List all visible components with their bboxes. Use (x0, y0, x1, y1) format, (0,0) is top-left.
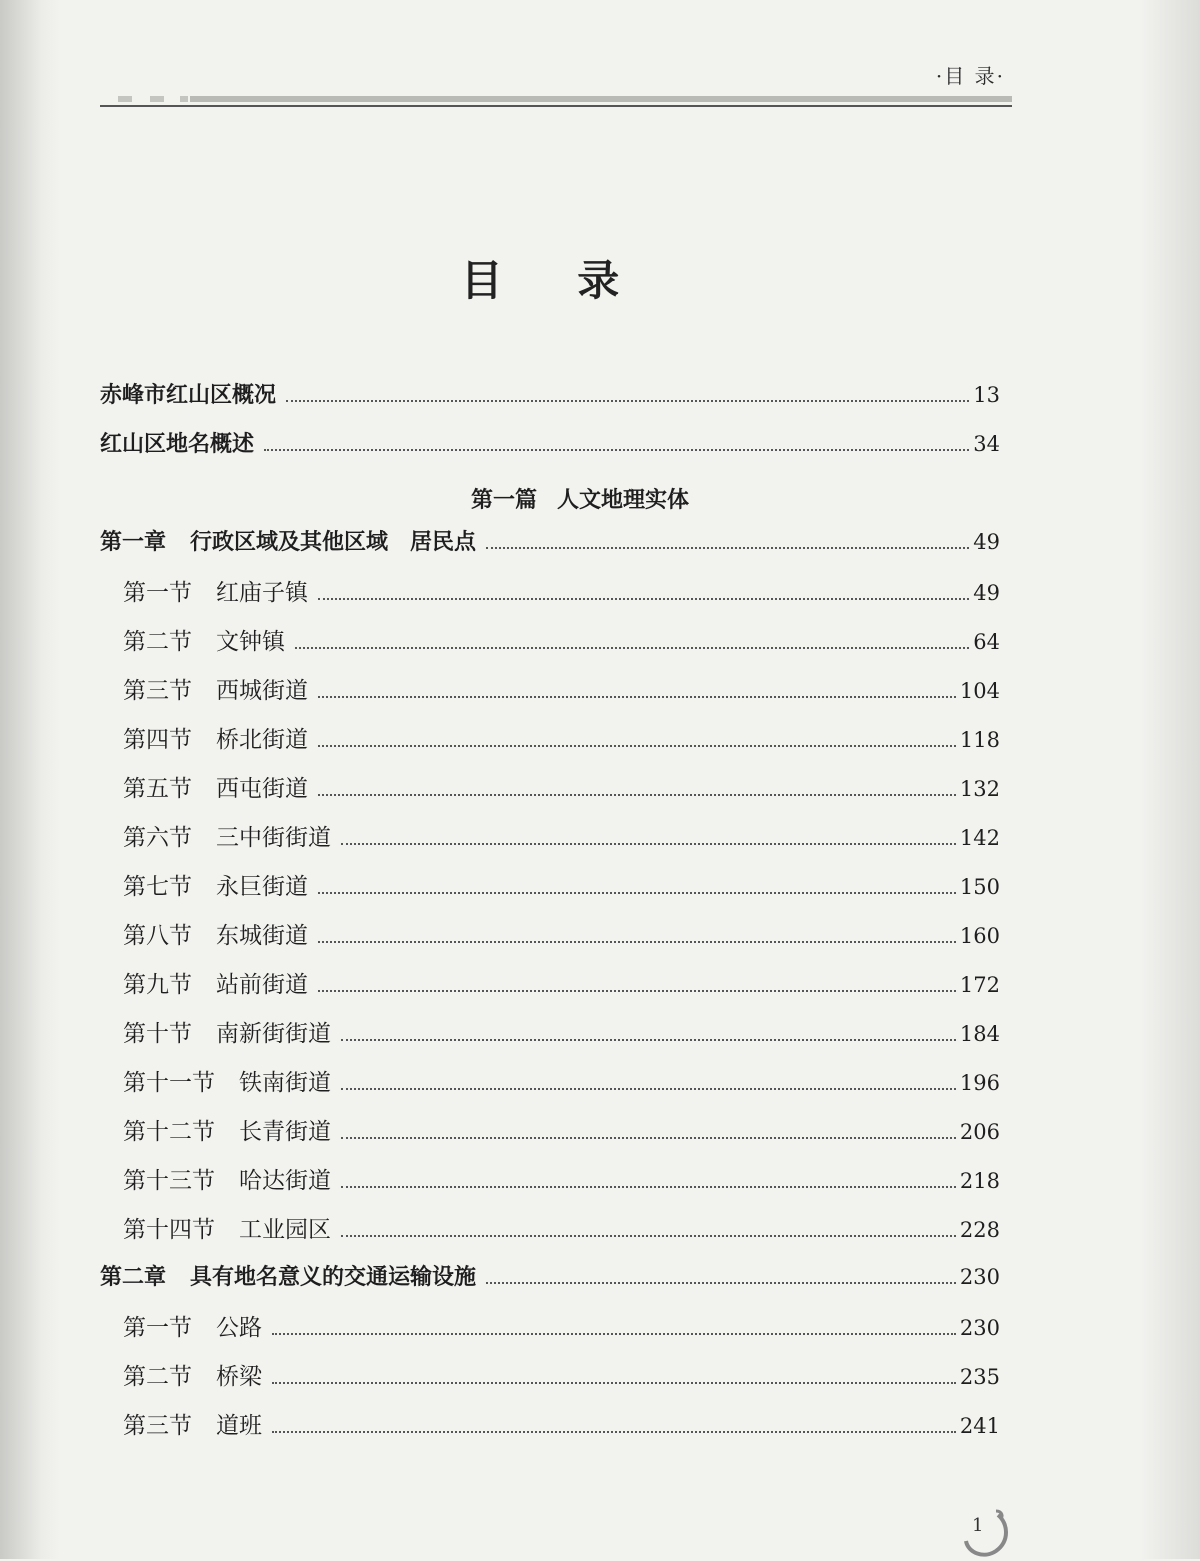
toc-page-number: 218 (959, 1169, 1000, 1193)
dot-leader (264, 448, 969, 451)
section-number: 第十节 (123, 1021, 192, 1047)
section-title: 公路 (216, 1315, 262, 1341)
section-number: 第三节 (123, 1413, 192, 1439)
dot-leader (272, 1430, 956, 1433)
dot-leader (318, 989, 956, 992)
dot-leader (318, 744, 956, 747)
toc-page-number: 142 (959, 826, 1000, 850)
dot-leader (295, 646, 969, 649)
part-number: 第一篇 (470, 488, 537, 513)
toc-section-entry[interactable] (100, 917, 1000, 966)
toc-page-number: 228 (959, 1218, 1000, 1242)
dot-leader (486, 546, 969, 549)
toc-section-entry[interactable] (100, 574, 1000, 623)
running-header: ·目 录· (935, 64, 1005, 88)
toc-section-entry[interactable] (100, 1309, 1000, 1358)
toc-page-number: 150 (959, 875, 1000, 899)
toc-page-number: 172 (959, 973, 1000, 997)
section-title: 文钟镇 (216, 629, 285, 655)
page-number-ornament (956, 1505, 1012, 1561)
toc-section-entry[interactable] (100, 1064, 1000, 1113)
toc-section-entry[interactable] (100, 819, 1000, 868)
section-title: 西城街道 (216, 678, 308, 704)
section-title: 工业园区 (239, 1217, 331, 1243)
toc-page-number: 13 (973, 383, 1000, 407)
toc-page-number: 196 (959, 1071, 1000, 1095)
folio-number: 1 (972, 1515, 984, 1536)
header-rule (100, 96, 1012, 108)
toc-section-entry[interactable] (100, 868, 1000, 917)
section-number: 第一节 (123, 580, 192, 606)
dot-leader (318, 695, 956, 698)
section-number: 第十三节 (123, 1168, 215, 1194)
section-title: 南新街街道 (216, 1021, 331, 1047)
dot-leader (318, 597, 969, 600)
section-number: 第一节 (123, 1315, 192, 1341)
section-number: 第九节 (123, 972, 192, 998)
dot-leader (318, 940, 956, 943)
toc-section-entry[interactable] (100, 672, 1000, 721)
chapter-title: 具有地名意义的交通运输设施 (190, 1265, 477, 1290)
scroll-ornament-icon (956, 1505, 1012, 1561)
toc-section-entry[interactable] (100, 770, 1000, 819)
section-title: 东城街道 (216, 923, 308, 949)
dot-leader (341, 1136, 956, 1139)
toc-page-number: 34 (973, 432, 1000, 456)
part-title: 人文地理实体 (557, 488, 690, 513)
toc-entry-overview[interactable] (100, 378, 1000, 427)
section-number: 第八节 (123, 923, 192, 949)
section-title: 桥北街道 (216, 727, 308, 753)
toc-section-entry[interactable] (100, 721, 1000, 770)
toc-page-number: 132 (959, 777, 1000, 801)
table-of-contents (100, 378, 1000, 1456)
toc-chapter-2[interactable] (100, 1260, 1000, 1309)
section-title: 西屯街道 (216, 776, 308, 802)
toc-entry-label: 红山区地名概述 (100, 432, 255, 457)
section-title: 永巨街道 (216, 874, 308, 900)
section-number: 第四节 (123, 727, 192, 753)
toc-page-number: 230 (959, 1316, 1000, 1340)
dot-leader (486, 1281, 956, 1284)
toc-entry-place-names[interactable] (100, 427, 1000, 476)
section-title: 长青街道 (239, 1119, 331, 1145)
toc-page-number: 64 (973, 630, 1000, 654)
toc-page-number: 160 (959, 924, 1000, 948)
section-title: 站前街道 (216, 972, 308, 998)
toc-section-entry[interactable] (100, 1015, 1000, 1064)
dot-leader (341, 1185, 956, 1188)
section-number: 第十四节 (123, 1217, 215, 1243)
part-heading (100, 476, 1000, 525)
page-title: 目 录 (460, 256, 650, 305)
section-title: 桥梁 (216, 1364, 262, 1390)
chapter-title: 行政区域及其他区域 居民点 (190, 530, 477, 555)
section-number: 第七节 (123, 874, 192, 900)
toc-section-entry[interactable] (100, 966, 1000, 1015)
dot-leader (341, 1038, 956, 1041)
toc-page-number: 49 (973, 581, 1000, 605)
toc-page-number: 230 (959, 1265, 1000, 1289)
dot-leader (341, 1234, 956, 1237)
section-title: 铁南街道 (239, 1070, 331, 1096)
dot-leader (286, 399, 969, 402)
toc-chapter-1[interactable] (100, 525, 1000, 574)
section-number: 第十一节 (123, 1070, 215, 1096)
section-number: 第六节 (123, 825, 192, 851)
section-number: 第五节 (123, 776, 192, 802)
toc-section-entry[interactable] (100, 1407, 1000, 1456)
section-number: 第二节 (123, 1364, 192, 1390)
dot-leader (272, 1381, 956, 1384)
section-number: 第三节 (123, 678, 192, 704)
toc-page-number: 235 (959, 1365, 1000, 1389)
dot-leader (318, 891, 956, 894)
toc-page-number: 49 (973, 530, 1000, 554)
section-number: 第二节 (123, 629, 192, 655)
section-title: 哈达街道 (239, 1168, 331, 1194)
toc-section-entry[interactable] (100, 623, 1000, 672)
chapter-number: 第一章 (100, 530, 167, 555)
dot-leader (272, 1332, 956, 1335)
toc-page-number: 184 (959, 1022, 1000, 1046)
toc-section-entry[interactable] (100, 1211, 1000, 1260)
toc-section-entry[interactable] (100, 1113, 1000, 1162)
page-edge-shadow (1140, 0, 1200, 1559)
toc-page-number: 104 (959, 679, 1000, 703)
toc-page-number: 118 (959, 728, 1000, 752)
toc-section-entry[interactable] (100, 1162, 1000, 1211)
chapter-number: 第二章 (100, 1265, 167, 1290)
section-title: 道班 (216, 1413, 262, 1439)
toc-section-entry[interactable] (100, 1358, 1000, 1407)
dot-leader (341, 1087, 956, 1090)
dot-leader (318, 793, 956, 796)
section-title: 三中街街道 (216, 825, 331, 851)
section-title: 红庙子镇 (216, 580, 308, 606)
section-number: 第十二节 (123, 1119, 215, 1145)
toc-page-number: 206 (959, 1120, 1000, 1144)
toc-page-number: 241 (959, 1414, 1000, 1438)
page-gutter-shadow (0, 0, 60, 1559)
dot-leader (341, 842, 956, 845)
toc-entry-label: 赤峰市红山区概况 (100, 383, 277, 408)
